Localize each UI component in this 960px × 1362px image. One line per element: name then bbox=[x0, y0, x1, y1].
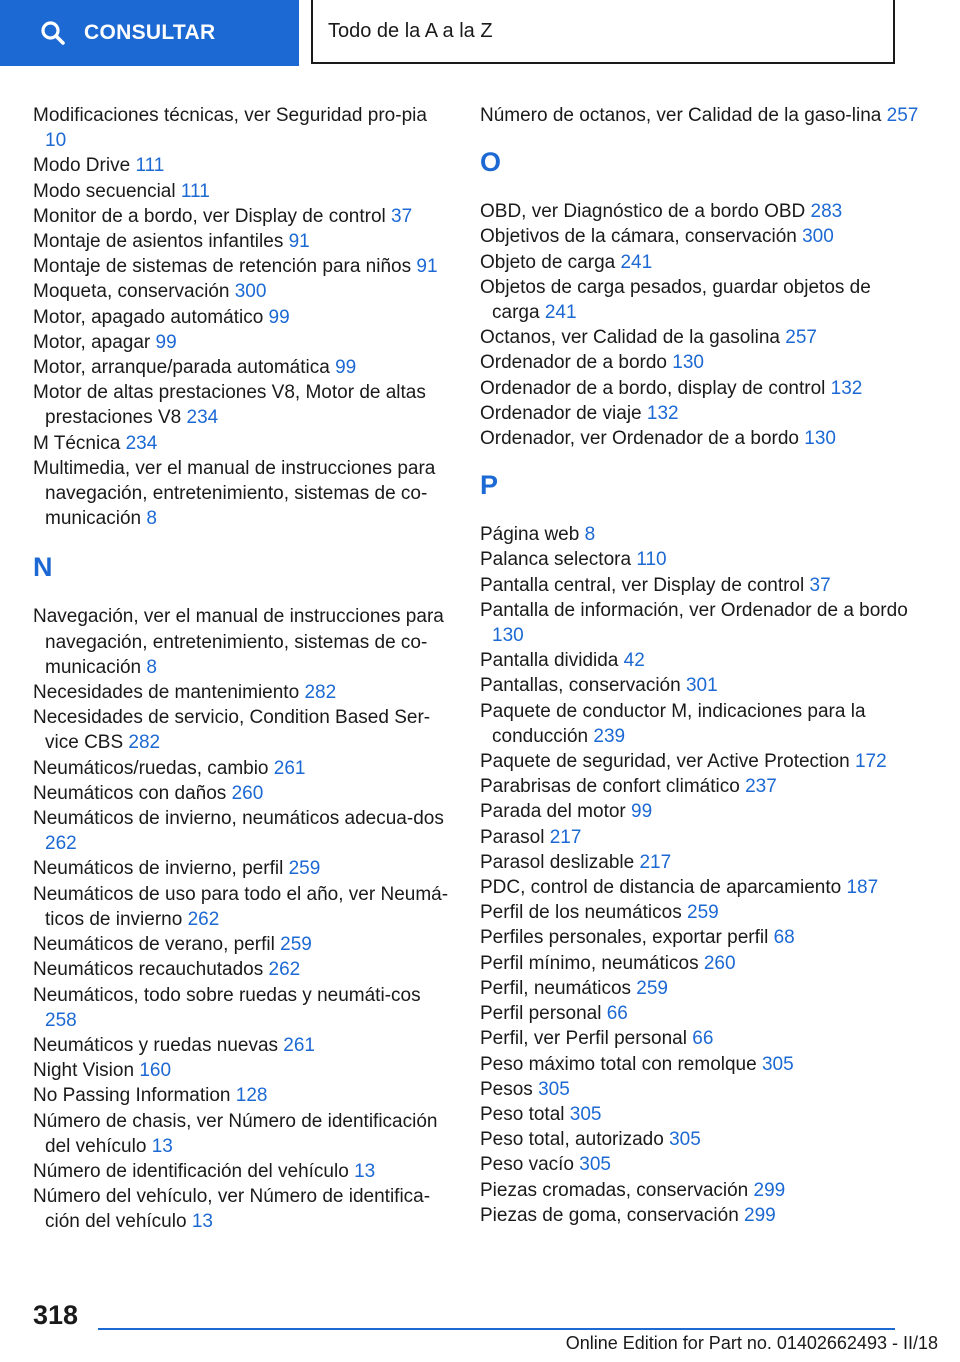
entry-text: Octanos, ver Calidad de la gasolina bbox=[480, 327, 780, 349]
section-letter: N bbox=[33, 552, 53, 583]
entry-text: Paquete de seguridad, ver Active Protection bbox=[480, 751, 850, 773]
index-entry bbox=[33, 456, 453, 532]
index-column-right bbox=[480, 103, 920, 1228]
page-link[interactable]: 299 bbox=[744, 1204, 776, 1226]
index-entry bbox=[33, 983, 453, 1033]
index-entry bbox=[480, 350, 920, 375]
breadcrumb[interactable] bbox=[311, 0, 895, 64]
index-entry bbox=[480, 275, 920, 325]
entry-text: Perfil personal bbox=[480, 1003, 602, 1025]
entry-text: Modo Drive bbox=[33, 155, 131, 177]
index-entry bbox=[480, 648, 920, 673]
entry-text: Ordenador, ver Ordenador de a bordo bbox=[480, 428, 799, 450]
entry-text: Neumáticos/ruedas, cambio bbox=[33, 757, 269, 779]
page-link[interactable]: 110 bbox=[636, 549, 667, 571]
page-link[interactable]: 301 bbox=[685, 675, 718, 697]
page-link[interactable]: 111 bbox=[135, 155, 165, 177]
entry-text: Pantalla dividida bbox=[480, 650, 619, 672]
page-link[interactable]: 234 bbox=[125, 432, 158, 454]
index-entry bbox=[480, 1203, 920, 1228]
entry-text: Paquete de conductor M, indicaciones para la conducción bbox=[480, 700, 866, 747]
entry-text: Pesos bbox=[480, 1078, 533, 1100]
page-link[interactable]: 130 bbox=[492, 625, 524, 647]
index-entry bbox=[480, 799, 920, 824]
entry-text: Montaje de sistemas de retención para niños bbox=[33, 256, 412, 278]
entry-text: Perfil, ver Perfil personal bbox=[480, 1028, 687, 1050]
entry-text: Parada del motor bbox=[480, 801, 626, 823]
page-link[interactable]: 217 bbox=[549, 826, 582, 848]
index-entry bbox=[480, 1077, 920, 1102]
entry-text: OBD, ver Diagnóstico de a bordo OBD bbox=[480, 201, 806, 223]
entry-text: Número de chasis, ver Número de identificación del vehículo bbox=[33, 1110, 438, 1157]
page-link[interactable]: 8 bbox=[146, 508, 157, 530]
index-entry bbox=[480, 522, 920, 547]
index-entry bbox=[480, 673, 920, 698]
entry-text: PDC, control de distancia de aparcamiento bbox=[480, 877, 842, 899]
page-link[interactable]: 305 bbox=[761, 1053, 794, 1075]
entry-text: No Passing Information bbox=[33, 1085, 231, 1107]
page-link[interactable]: 13 bbox=[191, 1211, 213, 1233]
index-entry bbox=[33, 279, 453, 304]
page-link[interactable]: 10 bbox=[45, 130, 67, 152]
page-link[interactable]: 239 bbox=[593, 725, 626, 747]
edition-note: Online Edition for Part no. 01402662493 - II/18 bbox=[565, 1333, 938, 1353]
page-link[interactable]: 241 bbox=[544, 302, 577, 324]
consult-label: CONSULTAR bbox=[84, 21, 216, 44]
entry-text: Motor, arranque/parada automática bbox=[33, 357, 330, 379]
page-link[interactable]: 259 bbox=[636, 977, 668, 999]
entry-text: Monitor de a bordo, ver Display de control bbox=[33, 205, 386, 227]
index-entry bbox=[33, 179, 453, 204]
entry-text: Moqueta, conservación bbox=[33, 281, 230, 303]
entry-text: Peso total bbox=[480, 1103, 565, 1125]
entry-text: Parasol deslizable bbox=[480, 851, 635, 873]
top-bar bbox=[0, 0, 960, 66]
entry-text: Neumáticos y ruedas nuevas bbox=[33, 1034, 279, 1056]
index-entry bbox=[480, 1026, 920, 1051]
index-entry bbox=[33, 1033, 453, 1058]
index-entry bbox=[33, 781, 453, 806]
page-link[interactable]: 130 bbox=[672, 352, 704, 374]
entry-text: Necesidades de servicio, Condition Based Ser-vice CBS bbox=[33, 707, 431, 754]
index-entry bbox=[480, 1052, 920, 1077]
page-link[interactable]: 132 bbox=[646, 402, 679, 424]
entry-text: Neumáticos recauchutados bbox=[33, 959, 264, 981]
index-entry bbox=[480, 1102, 920, 1127]
entry-text: Neumáticos de invierno, neumáticos adecua-dos bbox=[33, 808, 444, 830]
page-link[interactable]: 66 bbox=[692, 1028, 714, 1050]
index-entry bbox=[480, 925, 920, 950]
entry-text: Peso máximo total con remolque bbox=[480, 1053, 757, 1075]
page-link[interactable]: 13 bbox=[151, 1135, 173, 1157]
index-entry bbox=[480, 951, 920, 976]
index-entry bbox=[33, 1058, 453, 1083]
entry-text: Motor, apagado automático bbox=[33, 306, 264, 328]
entry-text: Motor, apagar bbox=[33, 331, 151, 353]
page-link[interactable]: 305 bbox=[538, 1078, 570, 1100]
page-link[interactable]: 282 bbox=[304, 682, 337, 704]
section-letter: O bbox=[480, 147, 502, 178]
page-link[interactable]: 37 bbox=[809, 574, 831, 596]
entry-text: Neumáticos, todo sobre ruedas y neumáti-cos bbox=[33, 984, 421, 1006]
entry-text: Palanca selectora bbox=[480, 549, 632, 571]
index-entry bbox=[480, 976, 920, 1001]
index-entry bbox=[33, 1159, 453, 1184]
index-entry bbox=[33, 153, 453, 178]
page-link[interactable]: 172 bbox=[854, 751, 887, 773]
entry-text: Perfil de los neumáticos bbox=[480, 902, 682, 924]
section-letter: P bbox=[480, 470, 499, 501]
entry-text: Número de octanos, ver Calidad de la gaso-lina bbox=[480, 105, 882, 126]
page-link[interactable]: 261 bbox=[283, 1034, 315, 1056]
entry-text: Neumáticos de invierno, perfil bbox=[33, 858, 284, 880]
page-link[interactable]: 132 bbox=[830, 377, 863, 399]
entry-text: Ordenador de a bordo, display de control bbox=[480, 377, 826, 399]
entry-text: Perfil, neumáticos bbox=[480, 977, 632, 999]
page-link[interactable]: 262 bbox=[187, 908, 220, 930]
entry-text: Necesidades de mantenimiento bbox=[33, 682, 300, 704]
page-link[interactable]: 13 bbox=[354, 1160, 376, 1182]
entry-text: Pantalla central, ver Display de control bbox=[480, 574, 805, 596]
page-link[interactable]: 261 bbox=[273, 757, 306, 779]
page-number: 318 bbox=[33, 1300, 79, 1330]
index-entry bbox=[33, 330, 453, 355]
index-entry bbox=[33, 680, 453, 705]
index-entry bbox=[480, 547, 920, 572]
index-entry bbox=[480, 1001, 920, 1026]
entry-text: Pantalla de información, ver Ordenador de a bordo bbox=[480, 599, 908, 621]
index-entry bbox=[33, 103, 453, 153]
index-entry bbox=[33, 1109, 453, 1159]
index-entry bbox=[33, 1083, 453, 1108]
page-link[interactable]: 300 bbox=[234, 281, 267, 303]
entry-text: Peso vacío bbox=[480, 1154, 574, 1176]
index-entry bbox=[480, 825, 920, 850]
entry-text: Perfil mínimo, neumáticos bbox=[480, 952, 699, 974]
entry-text: Número del vehículo, ver Número de identifica-ción del vehículo bbox=[33, 1186, 431, 1233]
page-link[interactable]: 99 bbox=[268, 306, 290, 328]
index-entry bbox=[480, 401, 920, 426]
page-link[interactable]: 262 bbox=[268, 959, 301, 981]
page-link[interactable]: 99 bbox=[155, 331, 177, 353]
entry-text: M Técnica bbox=[33, 432, 121, 454]
page-link[interactable]: 305 bbox=[669, 1129, 701, 1151]
entry-text: Navegación, ver el manual de instrucciones para navegación, entretenimiento, sistemas de co-municación bbox=[33, 606, 444, 678]
page-link[interactable]: 282 bbox=[128, 732, 161, 754]
page-link[interactable]: 257 bbox=[886, 105, 919, 126]
page-link[interactable]: 300 bbox=[802, 226, 834, 248]
entry-text: Ordenador de viaje bbox=[480, 402, 642, 424]
page-link[interactable]: 99 bbox=[335, 357, 357, 379]
entry-text: Parasol bbox=[480, 826, 545, 848]
entry-text: Piezas cromadas, conservación bbox=[480, 1179, 749, 1201]
page-link[interactable]: 160 bbox=[139, 1060, 172, 1082]
index-entry bbox=[480, 376, 920, 401]
index-entry bbox=[33, 305, 453, 330]
page-link[interactable]: 130 bbox=[804, 428, 836, 450]
index-entry bbox=[480, 1178, 920, 1203]
page-link[interactable]: 234 bbox=[186, 407, 219, 429]
index-entry bbox=[480, 224, 920, 249]
entry-text: Neumáticos de uso para todo el año, ver Neumá-ticos de invierno bbox=[33, 883, 449, 930]
page-link[interactable]: 68 bbox=[773, 927, 795, 949]
page-link[interactable]: 91 bbox=[288, 231, 310, 253]
index-entry bbox=[33, 756, 453, 781]
index-entry bbox=[480, 103, 920, 128]
page-link[interactable]: 259 bbox=[687, 902, 719, 924]
entry-text: Ordenador de a bordo bbox=[480, 352, 667, 374]
page-link[interactable]: 99 bbox=[631, 801, 653, 823]
entry-text: Pantallas, conservación bbox=[480, 675, 681, 697]
page-link[interactable]: 42 bbox=[623, 650, 645, 672]
index-entry bbox=[33, 431, 453, 456]
index-entry bbox=[480, 900, 920, 925]
entry-text: Neumáticos con daños bbox=[33, 782, 227, 804]
index-entry bbox=[480, 426, 920, 451]
index-entry bbox=[33, 957, 453, 982]
page-link[interactable]: 8 bbox=[584, 524, 596, 546]
entry-text: Modificaciones técnicas, ver Seguridad pro-pia bbox=[33, 105, 427, 126]
entry-text: Objeto de carga bbox=[480, 251, 616, 273]
entry-text: Parabrisas de confort climático bbox=[480, 776, 740, 798]
page-link[interactable]: 262 bbox=[45, 833, 77, 855]
index-entry bbox=[480, 250, 920, 275]
page-link[interactable]: 305 bbox=[569, 1103, 602, 1125]
index-entry bbox=[33, 204, 453, 229]
page-link[interactable]: 305 bbox=[579, 1154, 611, 1176]
page-link[interactable]: 111 bbox=[180, 180, 210, 202]
entry-text: Neumáticos de verano, perfil bbox=[33, 934, 275, 956]
index-entry bbox=[480, 325, 920, 350]
index-entry bbox=[33, 856, 453, 881]
consult-button[interactable] bbox=[0, 0, 299, 66]
index-entry bbox=[480, 573, 920, 598]
entry-text: Motor de altas prestaciones V8, Motor de altas prestaciones V8 bbox=[33, 382, 426, 429]
entry-text: Número de identificación del vehículo bbox=[33, 1160, 349, 1182]
entry-text: Objetivos de la cámara, conservación bbox=[480, 226, 797, 248]
page-link[interactable]: 128 bbox=[235, 1085, 268, 1107]
index-entry bbox=[480, 199, 920, 224]
page-link[interactable]: 260 bbox=[703, 952, 736, 974]
index-entry bbox=[480, 850, 920, 875]
search-icon bbox=[40, 20, 66, 46]
entry-text: Objetos de carga pesados, guardar objetos de carga bbox=[480, 276, 871, 324]
index-entry bbox=[33, 355, 453, 380]
entry-text: Montaje de asientos infantiles bbox=[33, 231, 284, 253]
page-link[interactable]: 66 bbox=[606, 1003, 628, 1025]
page-link[interactable]: 257 bbox=[785, 327, 817, 349]
entry-text: Multimedia, ver el manual de instrucciones para navegación, entretenimiento, sistemas de co-municación bbox=[33, 457, 436, 530]
index-entry bbox=[480, 1127, 920, 1152]
entry-text: Modo secuencial bbox=[33, 180, 176, 202]
index-entry bbox=[480, 774, 920, 799]
page-link[interactable]: 8 bbox=[146, 656, 157, 678]
entry-text: Peso total, autorizado bbox=[480, 1129, 664, 1151]
index-column-left bbox=[33, 103, 453, 1235]
page-link[interactable]: 237 bbox=[745, 776, 777, 798]
entry-text: Piezas de goma, conservación bbox=[480, 1204, 739, 1226]
index-entry bbox=[33, 380, 453, 430]
index-entry bbox=[480, 1152, 920, 1177]
entry-text: Night Vision bbox=[33, 1060, 135, 1082]
index-entry bbox=[33, 604, 453, 680]
index-entry bbox=[33, 705, 453, 755]
page-link[interactable]: 37 bbox=[391, 205, 413, 227]
page-link[interactable]: 217 bbox=[639, 851, 672, 873]
page-link[interactable]: 259 bbox=[288, 858, 321, 880]
footer-divider bbox=[98, 1328, 895, 1330]
index-entry bbox=[33, 806, 453, 856]
page-link[interactable]: 259 bbox=[280, 934, 312, 956]
page-link[interactable]: 241 bbox=[620, 251, 653, 273]
index-entry bbox=[480, 875, 920, 900]
index-entry bbox=[33, 1184, 453, 1234]
index-entry bbox=[33, 229, 453, 254]
index-entry bbox=[480, 699, 920, 749]
index-entry bbox=[480, 598, 920, 648]
page-link[interactable]: 260 bbox=[231, 782, 264, 804]
index-entry bbox=[33, 254, 453, 279]
index-entry bbox=[33, 932, 453, 957]
page-link[interactable]: 187 bbox=[846, 877, 879, 899]
page-link[interactable]: 258 bbox=[45, 1009, 77, 1031]
index-entry bbox=[33, 882, 453, 932]
page-link[interactable]: 299 bbox=[753, 1179, 786, 1201]
index-entry bbox=[480, 749, 920, 774]
page-link[interactable]: 283 bbox=[810, 201, 843, 223]
entry-text: Página web bbox=[480, 524, 580, 546]
entry-text: Perfiles personales, exportar perfil bbox=[480, 927, 769, 949]
page-link[interactable]: 91 bbox=[416, 256, 438, 278]
breadcrumb-label: Todo de la A a la Z bbox=[328, 19, 493, 42]
